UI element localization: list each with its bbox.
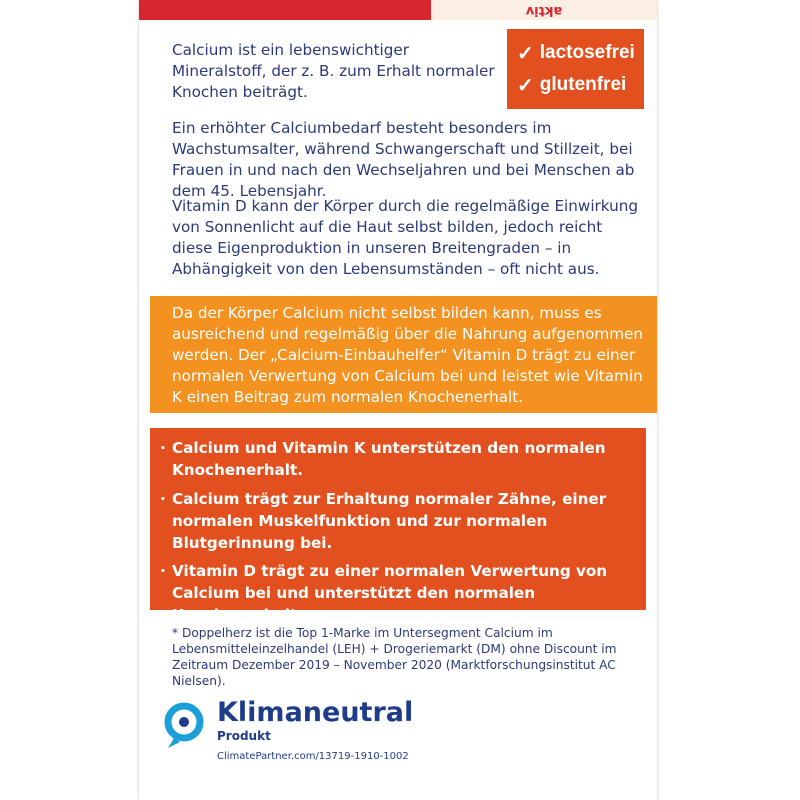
klimaneutral-subtitle: Produkt xyxy=(217,729,271,743)
bullet-dot: · xyxy=(160,562,166,580)
climate-partner-url: ClimatePartner.com/13719-1910-1002 xyxy=(217,751,409,762)
badge-label: lactosefrei xyxy=(539,42,635,63)
claim-item xyxy=(160,437,640,481)
orange-info-box xyxy=(150,296,657,413)
paragraph-calcium-need: Ein erhöhter Calciumbedarf besteht besonders im Wachstumsalter, während Schwangerschaft und Stillzeit, bei Frauen in und nach den Wechseljahren und bei Menschen ab dem 45. Lebensjahr. xyxy=(172,119,635,200)
check-icon: ✓ xyxy=(517,42,534,65)
claim-text: Calcium trägt zur Erhaltung normaler Zähne, einer normalen Muskelfunktion und zur normalen Blutgerinnung bei. xyxy=(172,490,607,552)
check-icon: ✓ xyxy=(517,74,534,97)
climate-partner-icon xyxy=(164,700,204,750)
paragraph-vitamin-d: Vitamin D kann der Körper durch die regelmäßige Einwirkung von Sonnenlicht auf die Haut selbst bilden, jedoch reicht diese Eigenproduktion in unseren Breitengraden – in Abhängigkeit von den Lebensumständen – oft nicht aus. xyxy=(172,197,639,278)
claim-item xyxy=(160,560,640,626)
free-from-badge xyxy=(507,29,644,109)
footnote: * Doppelherz ist die Top 1-Marke im Untersegment Calcium im Lebensmitteleinzelhandel (LEH) + Drogeriemarkt (DM) ohne Discount im Zeitraum Dezember 2019 – November 2020 (Marktforschungsinstitut AC Nielsen). xyxy=(172,626,617,688)
badge-label: glutenfrei xyxy=(539,74,627,95)
klimaneutral-title: Klimaneutral xyxy=(217,697,414,728)
orange-info-text: Da der Körper Calcium nicht selbst bilden kann, muss es ausreichend und regelmäßig über die Nahrung aufgenommen werden. Der „Calcium-Einbauhelfer“ Vitamin D trägt zu einer normalen Verwertung von Calcium bei und leistet wie Vitamin K einen Beitrag zum normalen Knochenerhalt. xyxy=(172,304,643,406)
red-claims-box xyxy=(150,428,646,624)
bullet-dot: · xyxy=(160,439,166,457)
claim-item xyxy=(160,488,640,554)
badge-item-lactosefrei xyxy=(517,38,635,68)
bullet-dot: · xyxy=(160,490,166,508)
top-label-upside-down: aktiv xyxy=(431,0,657,20)
claim-text: Calcium und Vitamin K unterstützen den normalen Knochenerhalt. xyxy=(172,439,606,479)
package-back-panel xyxy=(139,0,657,800)
claim-text: Vitamin D trägt zu einer normalen Verwertung von Calcium bei und unterstützt den normalen Knochenerhalt. xyxy=(172,562,608,624)
intro-text: Calcium ist ein lebenswichtiger Mineralstoff, der z. B. zum Erhalt normaler Knochen beiträgt. xyxy=(172,41,495,101)
badge-item-glutenfrei xyxy=(517,70,626,100)
